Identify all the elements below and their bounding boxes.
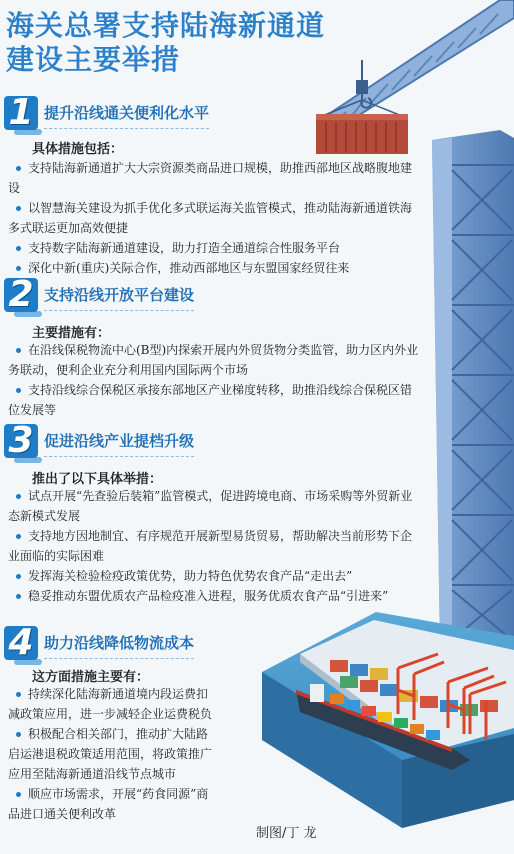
section-subhead-4: 这方面措施主要有： [32,670,150,685]
bullet-icon [16,534,21,539]
list-item: 支持陆海新通道扩大大宗资源类商品进口规模，助推西部地区战略腹地建设 [8,161,413,195]
bullet-icon [16,792,21,797]
section-subhead-3: 推出了以下具体举措： [32,472,163,487]
page-title-line1: 海关总署支持陆海新通道 [6,9,326,42]
bullet-icon [16,692,21,697]
bullet-icon [16,494,21,499]
section-number-3: 3 [4,424,38,458]
list-item: 以智慧海关建设为抓手优化多式联运海关监管模式，推动陆海新通道铁海多式联运更加高效便捷 [8,201,413,235]
page-title-line2: 建设主要举措 [6,43,181,76]
section-subhead-1: 具体措施包括： [32,142,124,157]
list-item: 积极配合相关部门，推动扩大陆路启运港退税政策适用范围，将政策推广应用至陆海新通道沿线节点城市 [8,727,213,781]
list-item: 支持地方因地制宜、有序规范开展新型易货贸易，帮助解决当前形势下企业面临的实际困难 [8,529,413,563]
bullet-icon [16,266,21,271]
crane-hook-block [356,80,368,94]
list-item: 试点开展“先查验后装箱”监管模式，促进跨境电商、市场采购等外贸新业态新模式发展 [8,489,413,523]
section-title-1: 提升沿线通关便利化水平 [44,104,210,122]
list-item: 稳妥推动东盟优质农产品检疫准入进程，服务优质农食产品“引进来” [0,586,420,606]
list-item: 在沿线保税物流中心(B型)内探索开展内外贸货物分类监管，助力区内外业务联动，便利企业充分利用国内国际两个市场 [8,343,419,377]
bullet-icon [16,732,21,737]
bullet-icon [16,206,21,211]
section-title-3: 促进沿线产业提档升级 [44,432,195,450]
bullet-icon [16,166,21,171]
list-item: 深化中新(重庆)关际合作，推动西部地区与东盟国家经贸往来 [0,258,420,278]
list-item: 顺应市场需求，开展“药食同源”商品进口通关便利改革 [8,787,209,821]
container-icon [316,114,408,154]
tower-crane [320,0,514,132]
section-items-1 [0,158,420,278]
bullet-icon [16,574,21,579]
bullet-icon [16,246,21,251]
bullet-icon [16,348,21,353]
list-item: 发挥海关检验检疫政策优势，助力特色优势农食产品“走出去” [0,566,420,586]
section-items-4 [0,684,216,824]
bullet-icon [16,594,21,599]
list-item: 持续深化陆海新通道境内段运费扣减政策应用，进一步减轻企业运费税负 [8,687,213,721]
section-number-1: 1 [4,96,38,130]
list-item: 支持沿线综合保税区承接东部地区产业梯度转移，助推沿线综合保税区错位发展等 [8,383,413,417]
section-items-3 [0,486,420,606]
credit-line: 制图/丁 龙 [256,826,317,841]
section-number-4: 4 [4,626,38,660]
section-title-2: 支持沿线开放平台建设 [44,286,195,304]
section-number-2: 2 [4,278,38,312]
crane-tower [432,130,514,650]
section-subhead-2: 主要措施有： [32,326,111,341]
list-item: 支持数字陆海新通道建设，助力打造全通道综合性服务平台 [0,238,420,258]
section-title-4: 助力沿线降低物流成本 [44,634,195,652]
section-items-2 [0,340,420,420]
bullet-icon [16,388,21,393]
